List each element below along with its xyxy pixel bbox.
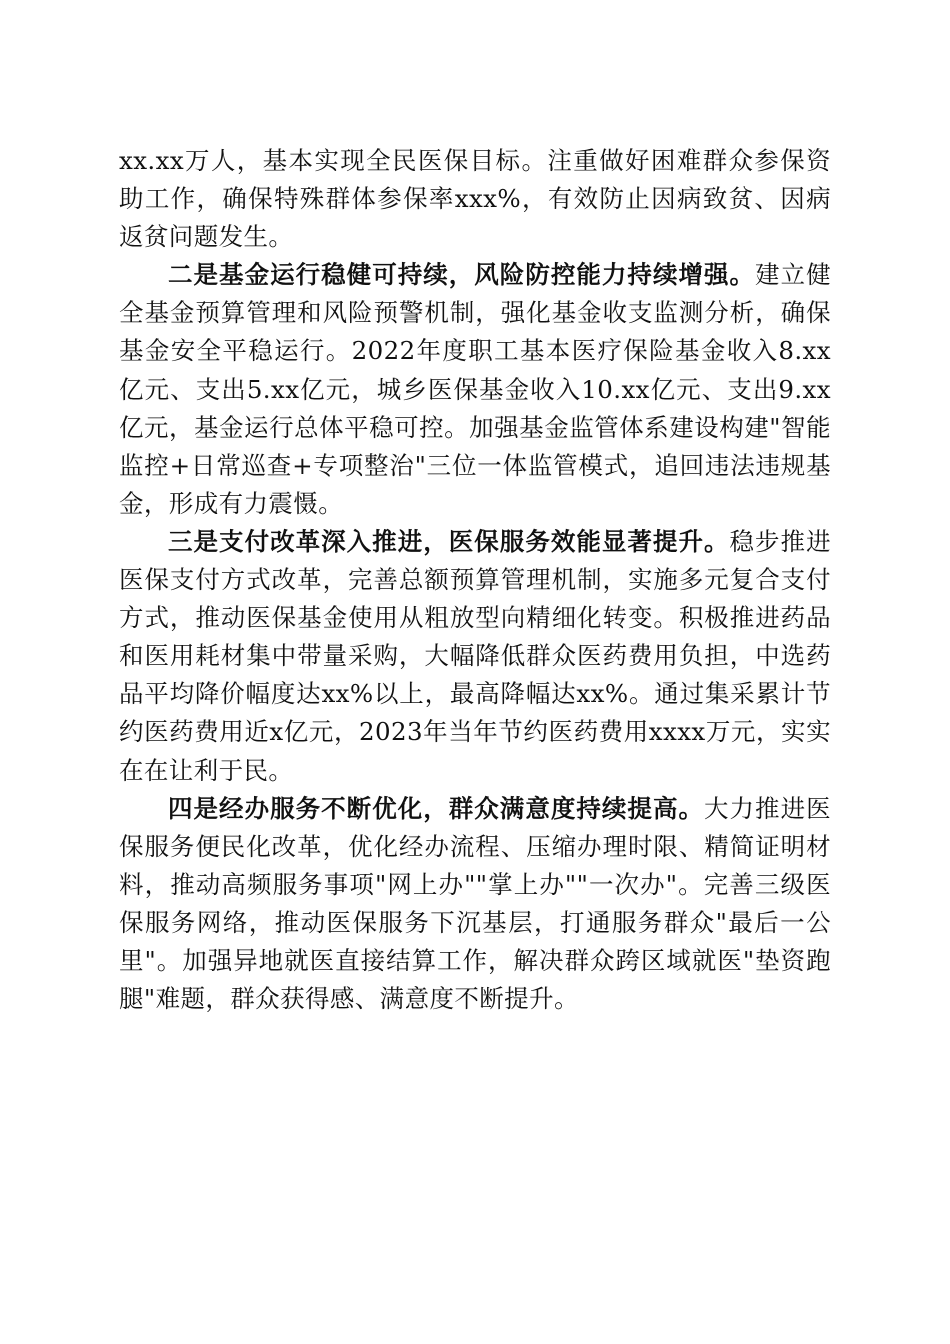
paragraph-lead: 四是经办服务不断优化，群众满意度持续提高。 xyxy=(168,793,704,823)
paragraph-body: xx.xx万人，基本实现全民医保目标。注重做好困难群众参保资助工作，确保特殊群体参保率xxx%，有效防止因病致贫、因病返贫问题发生。 xyxy=(119,146,831,252)
paragraph-service-optimization xyxy=(119,790,831,1019)
paragraph-body: 建立健全基金预算管理和风险预警机制，强化基金收支监测分析，确保基金安全平稳运行。2022年度职工基本医疗保险基金收入8.xx亿元、支出5.xx亿元，城乡医保基金收入10.xx亿元、支出9.xx亿元，基金运行总体平稳可控。加强基金监管体系建设构建"智能监控+日常巡查+专项整治"三位一体监管模式，追回违法违规基金，形成有力震慑。 xyxy=(119,260,831,518)
paragraph-body: 大力推进医保服务便民化改革，优化经办流程、压缩办理时限、精简证明材料，推动高频服务事项"网上办""掌上办""一次办"。完善三级医保服务网络，推动医保服务下沉基层，打通服务群众"最后一公里"。加强异地就医直接结算工作，解决群众跨区域就医"垫资跑腿"难题，群众获得感、满意度不断提升。 xyxy=(119,793,831,1014)
paragraph-body: 稳步推进医保支付方式改革，完善总额预算管理机制，实施多元复合支付方式，推动医保基金使用从粗放型向精细化转变。积极推进药品和医用耗材集中带量采购，大幅降低群众医药费用负担，中选药品平均降价幅度达xx%以上，最高降幅达xx%。通过集采累计节约医药费用近x亿元，2023年当年节约医药费用xxxx万元，实实在在让利于民。 xyxy=(119,526,831,785)
paragraph-payment-reform xyxy=(119,523,831,790)
paragraph-lead: 三是支付改革深入推进，医保服务效能显著提升。 xyxy=(168,526,730,556)
paragraph-coverage xyxy=(119,142,831,256)
document-body xyxy=(119,142,831,1018)
paragraph-lead: 二是基金运行稳健可持续，风险防控能力持续增强。 xyxy=(168,260,756,290)
paragraph-fund-operation xyxy=(119,256,831,523)
